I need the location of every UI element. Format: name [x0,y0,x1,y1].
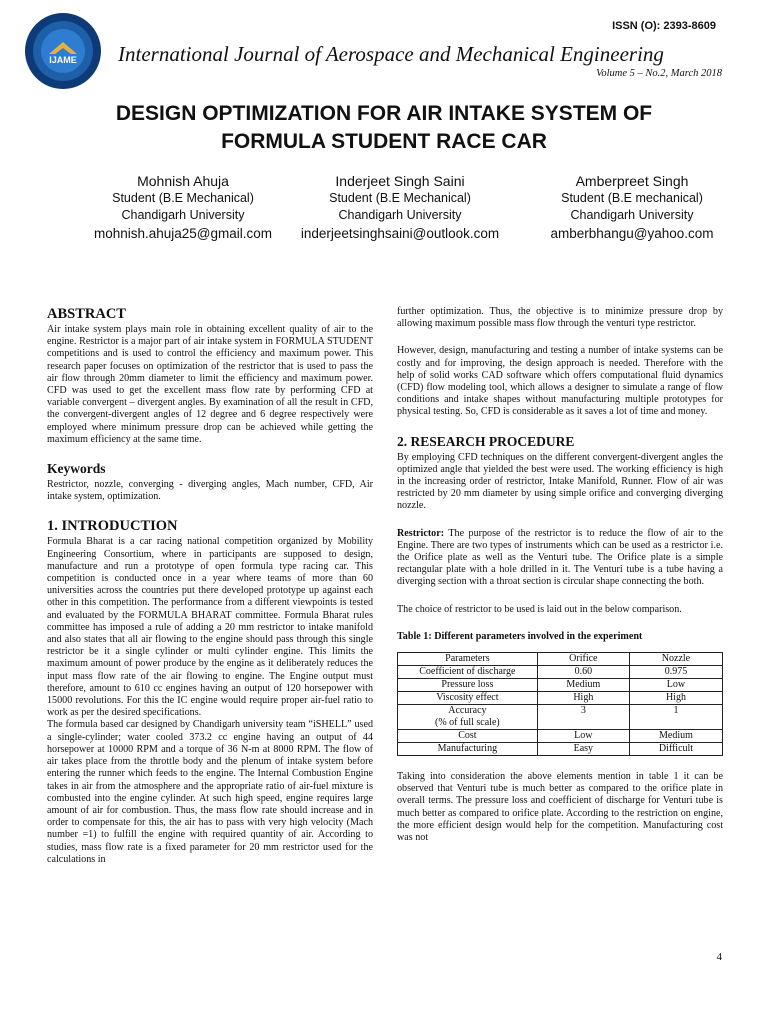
introduction-heading: 1. INTRODUCTION [47,518,178,535]
keywords-heading: Keywords [47,461,106,477]
author-name: Inderjeet Singh Saini [335,173,465,189]
table-cell: 0.60 [537,666,629,679]
table-row [398,679,723,692]
author-name: Amberpreet Singh [575,173,689,189]
table-cell: Medium [629,730,722,743]
restrictor-paragraph [397,528,723,589]
restrictor-text: The purpose of the restrictor is to reduce the flow of air to the Engine. There are two types of instruments which can be used as a restrictor i.e. the Orifice plate as well as the Venturi tube. The Orifice plate is a simple rectangular plate with a hole drilled in it. The Venturi tube is a tube having a diverging section with a throat section is circular shape connecting the both. [397,527,723,588]
table-cell: Low [537,730,629,743]
table-cell: Cost [398,730,538,743]
table-discussion: Taking into consideration the above elements mention in table 1 it can be observed that Venturi tube is much better as compared to the orifice plate in overall terms. The pressure loss and coefficient of discharge for Venturi tube is much better as compared to orifice plate. According to the restriction on engine, the more efficient design would help for the competition. Manufacturing cost was not [397,771,723,844]
author-block [295,172,505,244]
table-cell: Manufacturing [398,743,538,756]
left-column [47,306,373,866]
issn: ISSN (O): 2393-8609 [612,20,716,32]
author-affiliation: Chandigarh University [570,208,694,222]
right-column [397,306,723,844]
table-header-cell: Parameters [398,653,538,666]
table-row [398,692,723,705]
keywords-text: Restrictor, nozzle, converging - diverging angles, Mach number, CFD, Air intake system, optimization. [47,479,373,503]
author-role: Student (B.E mechanical) [561,191,703,205]
author-block [83,172,283,244]
volume-info: Volume 5 – No.2, March 2018 [596,68,722,79]
author-email[interactable]: inderjeetsinghsaini@outlook.com [300,226,500,241]
introduction-para-2: The formula based car designed by Chandigarh university team “iSHELL” used a single-cylinder; water cooled 373.2 cc engine having an output of 44 horsepower at 10000 RPM and a torque of 36 N-m at 8000 RPM. The flow of air takes place from the throttle body and the plenum of intake system before entering the runner which feeds to the engine. The Internal Combustion Engine takes in air from the atmosphere and the appropriate ratio of air-fuel mixture is combusted into the engine cylinder. At such high speed, engine requires large amount of air for combustion. Thus, the mass flow rate should increase and in order to compensate for this, the air has to pass with very high velocity (Mach number =1) to fulfill the engine with required quantity of air. According to studies, mass flow rate is a fixed parameter for 20 mm restrictor used for the calculations in [47,719,373,865]
table-row [398,666,723,679]
table-cell: High [537,692,629,705]
paper-title-line-1: DESIGN OPTIMIZATION FOR AIR INTAKE SYSTEM OF [115,102,653,125]
parameters-table [397,652,723,756]
table-cell: Easy [537,743,629,756]
table-cell: 1 [629,705,722,730]
table-cell: Difficult [629,743,722,756]
table-cell: 3 [537,705,629,730]
journal-logo [24,12,102,90]
author-role: Student (B.E Mechanical) [112,191,254,205]
abstract-text: Air intake system plays main role in obtaining excellent quality of air to the engine. Restrictor is a major part of air intake system in FORMULA STUDENT competitions and is used to control the efficiency and maximum power. This research paper focuses on optimization of the restrictor that is used to pass the air flow through 20mm diameter to limit the efficiency and maximum power. CFD was used to get the excellent mass flow rate by performing CFD at variable convergent – divergent angles. By examination of all the result in CFD, the convergent-divergent angles of 12 degree and 6 degree respectively were employed where minimum pressure drop can be achieved while getting the maximum efficiency at the same time. [47,324,373,445]
paper-title-line-2: FORMULA STUDENT RACE CAR [221,130,547,153]
author-email[interactable]: amberbhangu@yahoo.com [550,226,714,241]
accuracy-label: Accuracy [448,705,487,717]
choice-text: The choice of restrictor to be used is laid out in the below comparison. [397,603,682,615]
author-affiliation: Chandigarh University [121,208,245,222]
paper-title [60,100,708,156]
table-cell: Pressure loss [398,679,538,692]
intro-continuation: further optimization. Thus, the objective is to minimize pressure drop by allowing maximum possible mass flow through the venturi type restrictor. [397,306,723,330]
cfd-paragraph: However, design, manufacturing and testing a number of intake systems can be costly and for improving, the design approach is needed. Therefore with the help of solid works CAD software which offers computational fluid dynamics (CFD) flow modeling tool, which allows a designer to simulate a range of flow conditions and intake shapes without manufacturing multiple prototypes for physical testing. So, CFD is considerable as it saves a lot of time and money. [397,345,723,418]
table-cell: Low [629,679,722,692]
table-header-row [398,653,723,666]
table-caption: Table 1: Different parameters involved in the experiment [397,630,643,642]
svg-text:IJAME: IJAME [49,55,77,65]
accuracy-sublabel: (% of full scale) [435,717,500,729]
table-row [398,705,723,730]
author-block [532,172,732,244]
author-name: Mohnish Ahuja [137,173,229,189]
journal-title: International Journal of Aerospace and Mechanical Engineering [118,42,664,66]
table-cell: 0.975 [629,666,722,679]
table-header-cell: Nozzle [629,653,722,666]
table-cell: High [629,692,722,705]
table-row [398,730,723,743]
introduction-para-1: Formula Bharat is a car racing national competition organized by Mobility Engineering Consortium, where in participants are supposed to design, manufacture and run a prototype of open formula type racing car. This competition is conducted once in a year where teams of more than 60 universities across the countries put there developed prototype up against each other in this competition. The performance from a different viewpoints is tested and evaluated by the FORMULA BHARAT committee. Formula Bharat rules committee has imposed a rule of adding a 20 mm restrictor to intake manifold and also states that all air flowing to the engine should pass through this single restrictor be it a single cylinder or multi cylinder engine. This limits the maximum amount of power produce by the engine as it deliberately reduces the input mass flow rate of the air flowing to engine. The Engine output must therefore, amount to 610 cc engines having an output of 120 horsepower with 15000 revolutions. For this the IC engine would require proper air-fuel ratio to work as per the desired specifications. [47,536,373,719]
author-affiliation: Chandigarh University [338,208,462,222]
page-number: 4 [716,951,722,963]
author-email[interactable]: mohnish.ahuja25@gmail.com [93,226,273,241]
table-cell [398,705,538,730]
author-role: Student (B.E Mechanical) [329,191,471,205]
restrictor-label: Restrictor: [397,527,445,539]
table-header-cell: Orifice [537,653,629,666]
research-procedure-text: By employing CFD techniques on the different convergent-divergent angles the optimized angle that yielded the best were used. The working efficiency is high in the increasing order of restrictor, Intake Manifold, Runner. Flow of air was restricted by 20 mm diameter by using simple orifice and converging diverging nozzle. [397,451,723,512]
abstract-heading: ABSTRACT [47,306,126,322]
table-cell: Coefficient of discharge [398,666,538,679]
table-row [398,743,723,756]
table-cell: Medium [537,679,629,692]
table-cell: Viscosity effect [398,692,538,705]
research-procedure-heading: 2. RESEARCH PROCEDURE [397,433,575,449]
